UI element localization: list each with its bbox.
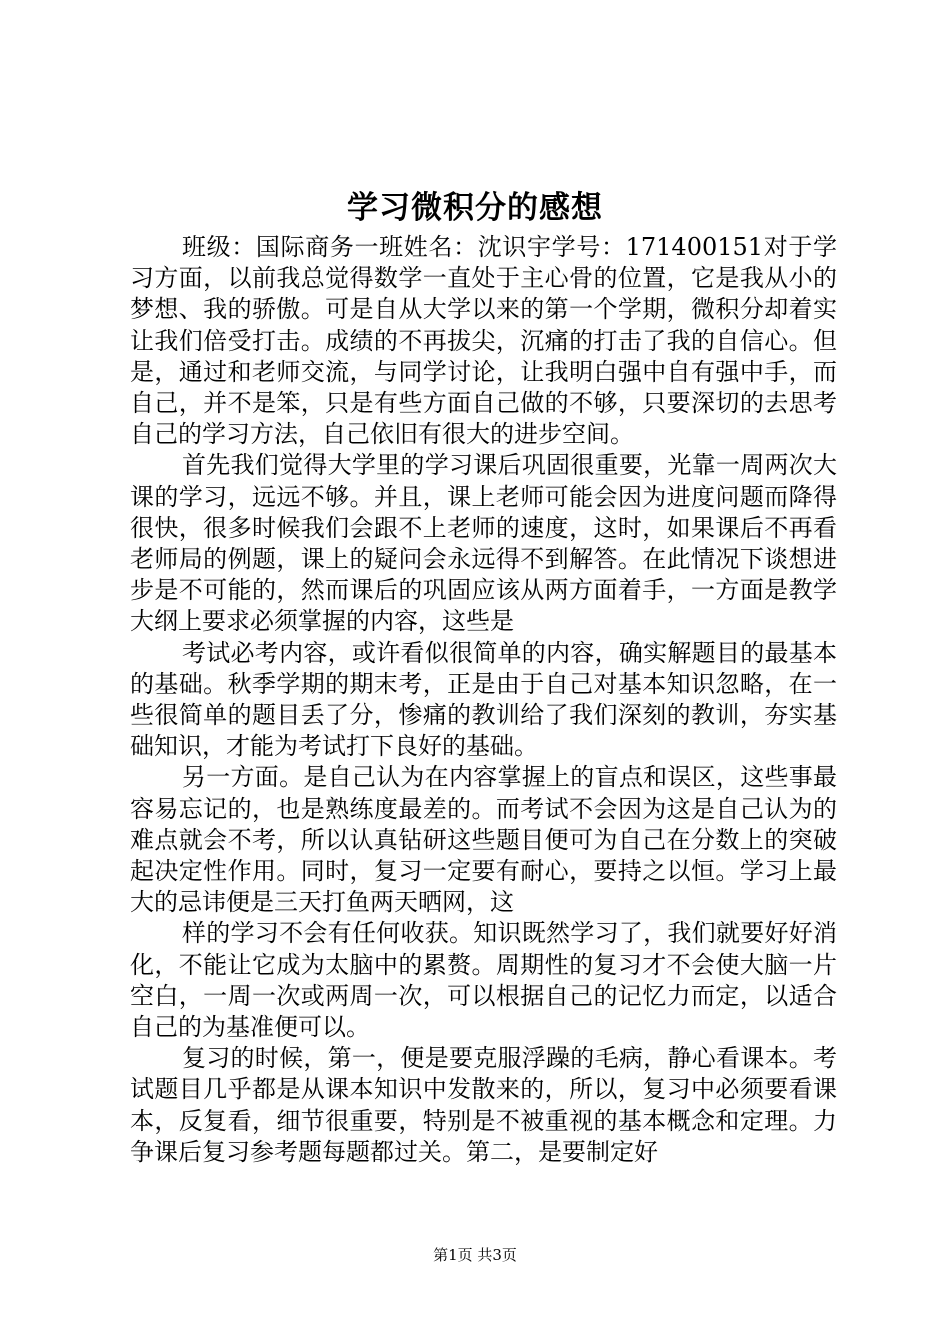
paragraph-blind-spots: 另一方面。是自己认为在内容掌握上的盲点和误区，这些事最容易忘记的，也是熟练度最差的。而考试不会因为这是自己认为的难点就会不考，所以认真钻研这些题目便可为自己在分数上的突破起决定性作用。同时，复习一定要有耐心，要持之以恒。学习上最大的忌讳便是三天打鱼两天晒网，这 xyxy=(130,763,837,917)
paragraph-review-importance: 首先我们觉得大学里的学习课后巩固很重要，光靠一周两次大课的学习，远远不够。并且，课上老师可能会因为进度问题而降得很快，很多时候我们会跟不上老师的速度，这时，如果课后不再看老师局的例题，课上的疑问会永远得不到解答。在此情况下谈想进步是不可能的，然而课后的巩固应该从两方面着手，一方面是教学大纲上要求必须掌握的内容，这些是 xyxy=(130,451,837,636)
paragraph-review-method: 复习的时候，第一，便是要克服浮躁的毛病，静心看课本。考试题目几乎都是从课本知识中发散来的，所以，复习中必须要看课本，反复看，细节很重要，特别是不被重视的基本概念和定理。力争课后复习参考题每题都过关。第二，是要制定好 xyxy=(130,1044,837,1166)
paragraph-intro: 班级：国际商务一班姓名：沈识宇学号：171400151对于学习方面，以前我总觉得数学一直处于主心骨的位置，它是我从小的梦想、我的骄傲。可是自从大学以来的第一个学期，微积分却着实让我们倍受打击。成绩的不再拔尖，沉痛的打击了我的自信心。但是，通过和老师交流，与同学讨论，让我明白强中自有强中手，而自己，并不是笨，只是有些方面自己做的不够，只要深切的去思考自己的学习方法，自己依旧有很大的进步空间。 xyxy=(130,233,837,449)
paragraph-basics: 考试必考内容，或许看似很简单的内容，确实解题目的最基本的基础。秋季学期的期末考，正是由于自己对基本知识忽略，在一些很简单的题目丢了分，惨痛的教训给了我们深刻的教训，夯实基础知识，才能为考试打下良好的基础。 xyxy=(130,638,837,761)
page-footer: 第1页 共3页 xyxy=(433,1246,517,1264)
document-body xyxy=(130,232,837,1168)
paragraph-periodic-review: 样的学习不会有任何收获。知识既然学习了，我们就要好好消化，不能让它成为太脑中的累赘。周期性的复习才不会使大脑一片空白，一周一次或两周一次，可以根据自己的记忆力而定，以适合自己的为基准便可以。 xyxy=(130,919,837,1042)
document-title: 学习微积分的感想 xyxy=(347,190,603,226)
